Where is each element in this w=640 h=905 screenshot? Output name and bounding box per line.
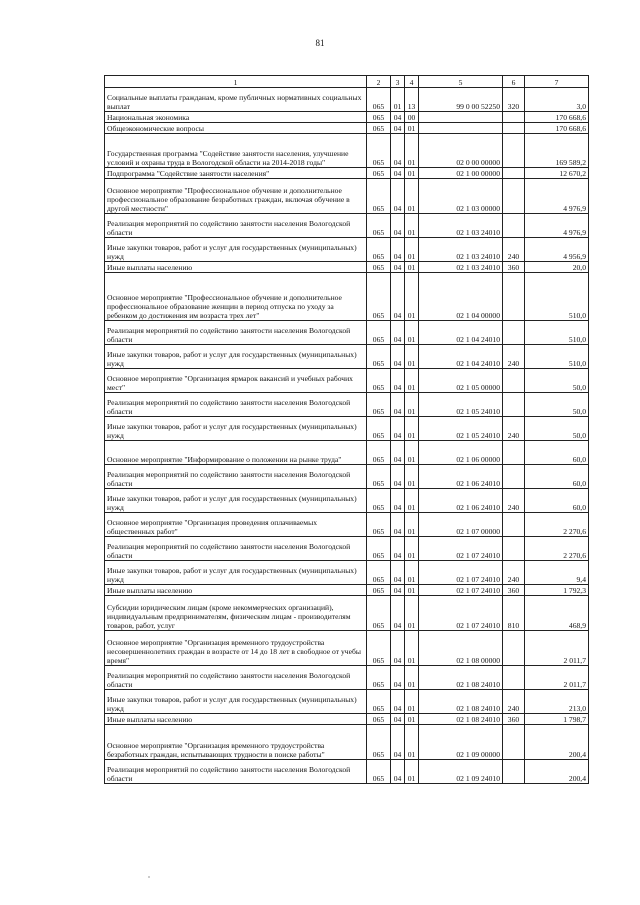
row-section-cell: 04: [391, 489, 405, 513]
table-row: [105, 238, 589, 262]
row-subsection-cell: 13: [405, 88, 419, 112]
row-expense-type-cell: [503, 631, 525, 666]
row-section-cell: 04: [391, 179, 405, 214]
row-section-cell: 04: [391, 465, 405, 489]
row-grbs-cell: 065: [367, 714, 391, 725]
row-grbs-cell: 065: [367, 321, 391, 345]
row-name-cell: Основное мероприятие "Организация проведения оплачиваемых общественных работ": [105, 513, 367, 537]
row-name-cell: Реализация мероприятий по содействию занятости населения Вологодской области: [105, 321, 367, 345]
row-name-cell: Основное мероприятие "Информирование о положении на рынке труда": [105, 441, 367, 465]
row-section-cell: 04: [391, 631, 405, 666]
row-subsection-cell: 01: [405, 238, 419, 262]
row-grbs-cell: 065: [367, 123, 391, 134]
row-expense-type-cell: [503, 537, 525, 561]
row-amount-cell: 510,0: [525, 345, 589, 369]
row-name-cell: Реализация мероприятий по содействию занятости населения Вологодской области: [105, 214, 367, 238]
row-amount-cell: 12 670,2: [525, 168, 589, 179]
row-name-cell: Основное мероприятие "Организация ярмарок вакансий и учебных рабочих мест": [105, 369, 367, 393]
row-name-cell: Иные закупки товаров, работ и услуг для государственных (муниципальных) нужд: [105, 561, 367, 585]
row-section-cell: 04: [391, 725, 405, 760]
row-name-cell: Иные закупки товаров, работ и услуг для государственных (муниципальных) нужд: [105, 489, 367, 513]
row-target-article-cell: 02 1 04 24010: [419, 345, 503, 369]
row-name-cell: Основное мероприятие "Профессиональное обучение и дополнительное профессиональное образование женщин в период отпуска по уходу за ребенком до достижения им возраста трех лет": [105, 273, 367, 321]
row-subsection-cell: 01: [405, 262, 419, 273]
row-expense-type-cell: [503, 134, 525, 168]
table-row: [105, 596, 589, 631]
row-section-cell: 04: [391, 123, 405, 134]
table-row: [105, 489, 589, 513]
row-subsection-cell: 01: [405, 596, 419, 631]
row-section-cell: 04: [391, 393, 405, 417]
row-section-cell: 04: [391, 596, 405, 631]
row-name-cell: Реализация мероприятий по содействию занятости населения Вологодской области: [105, 393, 367, 417]
row-amount-cell: 3,0: [525, 88, 589, 112]
row-amount-cell: 1 798,7: [525, 714, 589, 725]
header-cell-target-article: 5: [419, 76, 503, 88]
row-subsection-cell: 01: [405, 273, 419, 321]
row-subsection-cell: 01: [405, 489, 419, 513]
row-section-cell: 04: [391, 345, 405, 369]
row-amount-cell: 60,0: [525, 441, 589, 465]
row-name-cell: Основное мероприятие "Организация временного трудоустройства безработных граждан, испытывающих трудности в поиске работы": [105, 725, 367, 760]
row-grbs-cell: 065: [367, 441, 391, 465]
row-grbs-cell: 065: [367, 168, 391, 179]
table-row: [105, 631, 589, 666]
row-section-cell: 04: [391, 238, 405, 262]
table-row: [105, 666, 589, 690]
row-section-cell: 04: [391, 537, 405, 561]
row-name-cell: Государственная программа "Содействие занятости населения, улучшение условий и охраны труда в Вологодской области на 2014-2018 годы": [105, 134, 367, 168]
row-section-cell: 04: [391, 561, 405, 585]
row-target-article-cell: 02 1 05 24010: [419, 393, 503, 417]
row-grbs-cell: 065: [367, 88, 391, 112]
row-expense-type-cell: 240: [503, 561, 525, 585]
row-section-cell: 04: [391, 666, 405, 690]
row-amount-cell: 510,0: [525, 321, 589, 345]
row-amount-cell: 50,0: [525, 369, 589, 393]
row-name-cell: Иные выплаты населению: [105, 714, 367, 725]
row-target-article-cell: 02 1 05 00000: [419, 369, 503, 393]
row-subsection-cell: 01: [405, 168, 419, 179]
row-amount-cell: 170 668,6: [525, 112, 589, 123]
row-amount-cell: 468,9: [525, 596, 589, 631]
row-subsection-cell: 01: [405, 513, 419, 537]
row-grbs-cell: 065: [367, 760, 391, 784]
row-subsection-cell: 01: [405, 179, 419, 214]
row-amount-cell: 1 792,3: [525, 585, 589, 596]
row-name-cell: Подпрограмма "Содействие занятости населения": [105, 168, 367, 179]
row-target-article-cell: 02 1 07 24010: [419, 596, 503, 631]
row-grbs-cell: 065: [367, 112, 391, 123]
row-section-cell: 01: [391, 88, 405, 112]
page-number: 81: [315, 38, 325, 48]
row-target-article-cell: 02 1 03 00000: [419, 179, 503, 214]
table-row: [105, 273, 589, 321]
row-subsection-cell: 01: [405, 585, 419, 596]
row-name-cell: Реализация мероприятий по содействию занятости населения Вологодской области: [105, 465, 367, 489]
row-subsection-cell: 01: [405, 465, 419, 489]
row-target-article-cell: 02 1 06 24010: [419, 465, 503, 489]
scan-speck: [148, 876, 150, 878]
row-target-article-cell: 02 1 07 24010: [419, 585, 503, 596]
table-row: [105, 134, 589, 168]
row-grbs-cell: 065: [367, 273, 391, 321]
row-amount-cell: 510,0: [525, 273, 589, 321]
row-subsection-cell: 01: [405, 393, 419, 417]
row-amount-cell: 20,0: [525, 262, 589, 273]
row-expense-type-cell: 360: [503, 262, 525, 273]
row-subsection-cell: 01: [405, 214, 419, 238]
table-row: [105, 393, 589, 417]
row-section-cell: 04: [391, 168, 405, 179]
row-section-cell: 04: [391, 134, 405, 168]
row-subsection-cell: 01: [405, 666, 419, 690]
row-section-cell: 04: [391, 112, 405, 123]
row-grbs-cell: 065: [367, 393, 391, 417]
row-target-article-cell: 02 1 06 00000: [419, 441, 503, 465]
row-target-article-cell: 02 1 05 24010: [419, 417, 503, 441]
row-grbs-cell: 065: [367, 262, 391, 273]
row-target-article-cell: 02 1 03 24010: [419, 214, 503, 238]
row-grbs-cell: 065: [367, 179, 391, 214]
table-row: [105, 123, 589, 134]
row-amount-cell: 4 956,9: [525, 238, 589, 262]
row-amount-cell: 2 270,6: [525, 537, 589, 561]
row-amount-cell: 50,0: [525, 417, 589, 441]
table-row: [105, 465, 589, 489]
row-subsection-cell: 01: [405, 345, 419, 369]
row-name-cell: Реализация мероприятий по содействию занятости населения Вологодской области: [105, 537, 367, 561]
table-row: [105, 112, 589, 123]
row-subsection-cell: 01: [405, 760, 419, 784]
header-cell-amount: 7: [525, 76, 589, 88]
row-grbs-cell: 065: [367, 238, 391, 262]
table-row: [105, 168, 589, 179]
row-subsection-cell: 01: [405, 321, 419, 345]
row-target-article-cell: 02 1 09 00000: [419, 725, 503, 760]
row-target-article-cell: 02 1 00 00000: [419, 168, 503, 179]
row-expense-type-cell: 320: [503, 88, 525, 112]
row-section-cell: 04: [391, 273, 405, 321]
row-expense-type-cell: 240: [503, 345, 525, 369]
row-section-cell: 04: [391, 585, 405, 596]
table-row: [105, 262, 589, 273]
row-name-cell: Реализация мероприятий по содействию занятости населения Вологодской области: [105, 666, 367, 690]
row-target-article-cell: 02 1 07 00000: [419, 513, 503, 537]
row-section-cell: 04: [391, 441, 405, 465]
table-row: [105, 760, 589, 784]
row-target-article-cell: 02 1 06 24010: [419, 489, 503, 513]
row-subsection-cell: 01: [405, 369, 419, 393]
row-target-article-cell: 02 1 04 24010: [419, 321, 503, 345]
row-amount-cell: 50,0: [525, 393, 589, 417]
header-cell-section: 3: [391, 76, 405, 88]
row-target-article-cell: 02 1 07 24010: [419, 561, 503, 585]
row-grbs-cell: 065: [367, 666, 391, 690]
table-row: [105, 725, 589, 760]
row-target-article-cell: 02 1 03 24010: [419, 238, 503, 262]
row-name-cell: Общеэкономические вопросы: [105, 123, 367, 134]
row-grbs-cell: 065: [367, 537, 391, 561]
table-row: [105, 585, 589, 596]
row-name-cell: Иные закупки товаров, работ и услуг для государственных (муниципальных) нужд: [105, 690, 367, 714]
row-target-article-cell: 02 1 08 24010: [419, 666, 503, 690]
row-grbs-cell: 065: [367, 725, 391, 760]
row-target-article-cell: 02 0 00 00000: [419, 134, 503, 168]
row-name-cell: Реализация мероприятий по содействию занятости населения Вологодской области: [105, 760, 367, 784]
row-section-cell: 04: [391, 321, 405, 345]
row-name-cell: Основное мероприятие "Организация временного трудоустройства несовершеннолетних граждан в возрасте от 14 до 18 лет в свободное от учебы время": [105, 631, 367, 666]
row-section-cell: 04: [391, 262, 405, 273]
row-subsection-cell: 01: [405, 631, 419, 666]
header-row: [105, 76, 589, 88]
row-target-article-cell: 02 1 04 00000: [419, 273, 503, 321]
row-amount-cell: 60,0: [525, 489, 589, 513]
row-expense-type-cell: [503, 760, 525, 784]
row-amount-cell: 9,4: [525, 561, 589, 585]
row-section-cell: 04: [391, 214, 405, 238]
row-expense-type-cell: 240: [503, 489, 525, 513]
row-name-cell: Основное мероприятие "Профессиональное обучение и дополнительное профессиональное образование безработных граждан, включая обучение в другой местности": [105, 179, 367, 214]
row-expense-type-cell: [503, 123, 525, 134]
budget-table: [104, 75, 589, 784]
row-grbs-cell: 065: [367, 585, 391, 596]
row-section-cell: 04: [391, 714, 405, 725]
table-row: [105, 179, 589, 214]
row-grbs-cell: 065: [367, 345, 391, 369]
row-amount-cell: 170 668,6: [525, 123, 589, 134]
row-amount-cell: 60,0: [525, 465, 589, 489]
row-expense-type-cell: [503, 321, 525, 345]
row-expense-type-cell: [503, 179, 525, 214]
row-grbs-cell: 065: [367, 631, 391, 666]
row-target-article-cell: [419, 112, 503, 123]
row-amount-cell: 213,0: [525, 690, 589, 714]
row-expense-type-cell: [503, 112, 525, 123]
row-subsection-cell: 01: [405, 714, 419, 725]
row-expense-type-cell: 240: [503, 690, 525, 714]
row-name-cell: Иные выплаты населению: [105, 262, 367, 273]
row-subsection-cell: 01: [405, 417, 419, 441]
table-row: [105, 369, 589, 393]
table-row: [105, 690, 589, 714]
table-row: [105, 441, 589, 465]
header-cell-name: 1: [105, 76, 367, 88]
table-row: [105, 88, 589, 112]
row-grbs-cell: 065: [367, 596, 391, 631]
row-name-cell: Субсидии юридическим лицам (кроме некоммерческих организаций), индивидуальным предпринимателям, физическим лицам - производителям товаров, работ, услуг: [105, 596, 367, 631]
row-subsection-cell: 01: [405, 725, 419, 760]
row-expense-type-cell: [503, 441, 525, 465]
table-row: [105, 214, 589, 238]
row-amount-cell: 2 011,7: [525, 666, 589, 690]
row-grbs-cell: 065: [367, 369, 391, 393]
row-target-article-cell: 99 0 00 52250: [419, 88, 503, 112]
row-section-cell: 04: [391, 513, 405, 537]
row-grbs-cell: 065: [367, 513, 391, 537]
row-expense-type-cell: [503, 214, 525, 238]
row-expense-type-cell: 360: [503, 585, 525, 596]
row-target-article-cell: 02 1 09 24010: [419, 760, 503, 784]
row-expense-type-cell: [503, 465, 525, 489]
row-expense-type-cell: [503, 393, 525, 417]
table-row: [105, 513, 589, 537]
table-row: [105, 714, 589, 725]
row-expense-type-cell: 240: [503, 417, 525, 441]
row-subsection-cell: 01: [405, 537, 419, 561]
header-cell-expense-type: 6: [503, 76, 525, 88]
row-amount-cell: 200,4: [525, 725, 589, 760]
row-subsection-cell: 01: [405, 441, 419, 465]
row-amount-cell: 2 011,7: [525, 631, 589, 666]
row-expense-type-cell: [503, 168, 525, 179]
row-subsection-cell: 01: [405, 690, 419, 714]
table-row: [105, 321, 589, 345]
row-amount-cell: 200,4: [525, 760, 589, 784]
row-grbs-cell: 065: [367, 465, 391, 489]
row-grbs-cell: 065: [367, 214, 391, 238]
row-target-article-cell: 02 1 08 24010: [419, 690, 503, 714]
row-name-cell: Социальные выплаты гражданам, кроме публичных нормативных социальных выплат: [105, 88, 367, 112]
row-target-article-cell: 02 1 07 24010: [419, 537, 503, 561]
row-grbs-cell: 065: [367, 690, 391, 714]
row-section-cell: 04: [391, 690, 405, 714]
row-expense-type-cell: [503, 666, 525, 690]
table-row: [105, 537, 589, 561]
row-expense-type-cell: 810: [503, 596, 525, 631]
row-grbs-cell: 065: [367, 134, 391, 168]
header-cell-grbs: 2: [367, 76, 391, 88]
row-grbs-cell: 065: [367, 417, 391, 441]
row-target-article-cell: [419, 123, 503, 134]
row-expense-type-cell: 360: [503, 714, 525, 725]
row-expense-type-cell: [503, 369, 525, 393]
row-section-cell: 04: [391, 417, 405, 441]
row-subsection-cell: 00: [405, 112, 419, 123]
row-subsection-cell: 01: [405, 561, 419, 585]
table-row: [105, 345, 589, 369]
row-amount-cell: 169 589,2: [525, 134, 589, 168]
row-amount-cell: 2 270,6: [525, 513, 589, 537]
row-section-cell: 04: [391, 760, 405, 784]
row-amount-cell: 4 976,9: [525, 179, 589, 214]
row-name-cell: Иные закупки товаров, работ и услуг для государственных (муниципальных) нужд: [105, 238, 367, 262]
row-expense-type-cell: [503, 513, 525, 537]
row-amount-cell: 4 976,9: [525, 214, 589, 238]
row-expense-type-cell: [503, 273, 525, 321]
row-grbs-cell: 065: [367, 561, 391, 585]
table-row: [105, 417, 589, 441]
row-expense-type-cell: 240: [503, 238, 525, 262]
row-section-cell: 04: [391, 369, 405, 393]
table-row: [105, 561, 589, 585]
row-name-cell: Иные закупки товаров, работ и услуг для государственных (муниципальных) нужд: [105, 417, 367, 441]
row-target-article-cell: 02 1 03 24010: [419, 262, 503, 273]
row-subsection-cell: 01: [405, 134, 419, 168]
row-grbs-cell: 065: [367, 489, 391, 513]
header-cell-subsection: 4: [405, 76, 419, 88]
row-subsection-cell: 01: [405, 123, 419, 134]
row-name-cell: Иные выплаты населению: [105, 585, 367, 596]
row-target-article-cell: 02 1 08 24010: [419, 714, 503, 725]
row-expense-type-cell: [503, 725, 525, 760]
row-name-cell: Иные закупки товаров, работ и услуг для государственных (муниципальных) нужд: [105, 345, 367, 369]
row-target-article-cell: 02 1 08 00000: [419, 631, 503, 666]
row-name-cell: Национальная экономика: [105, 112, 367, 123]
